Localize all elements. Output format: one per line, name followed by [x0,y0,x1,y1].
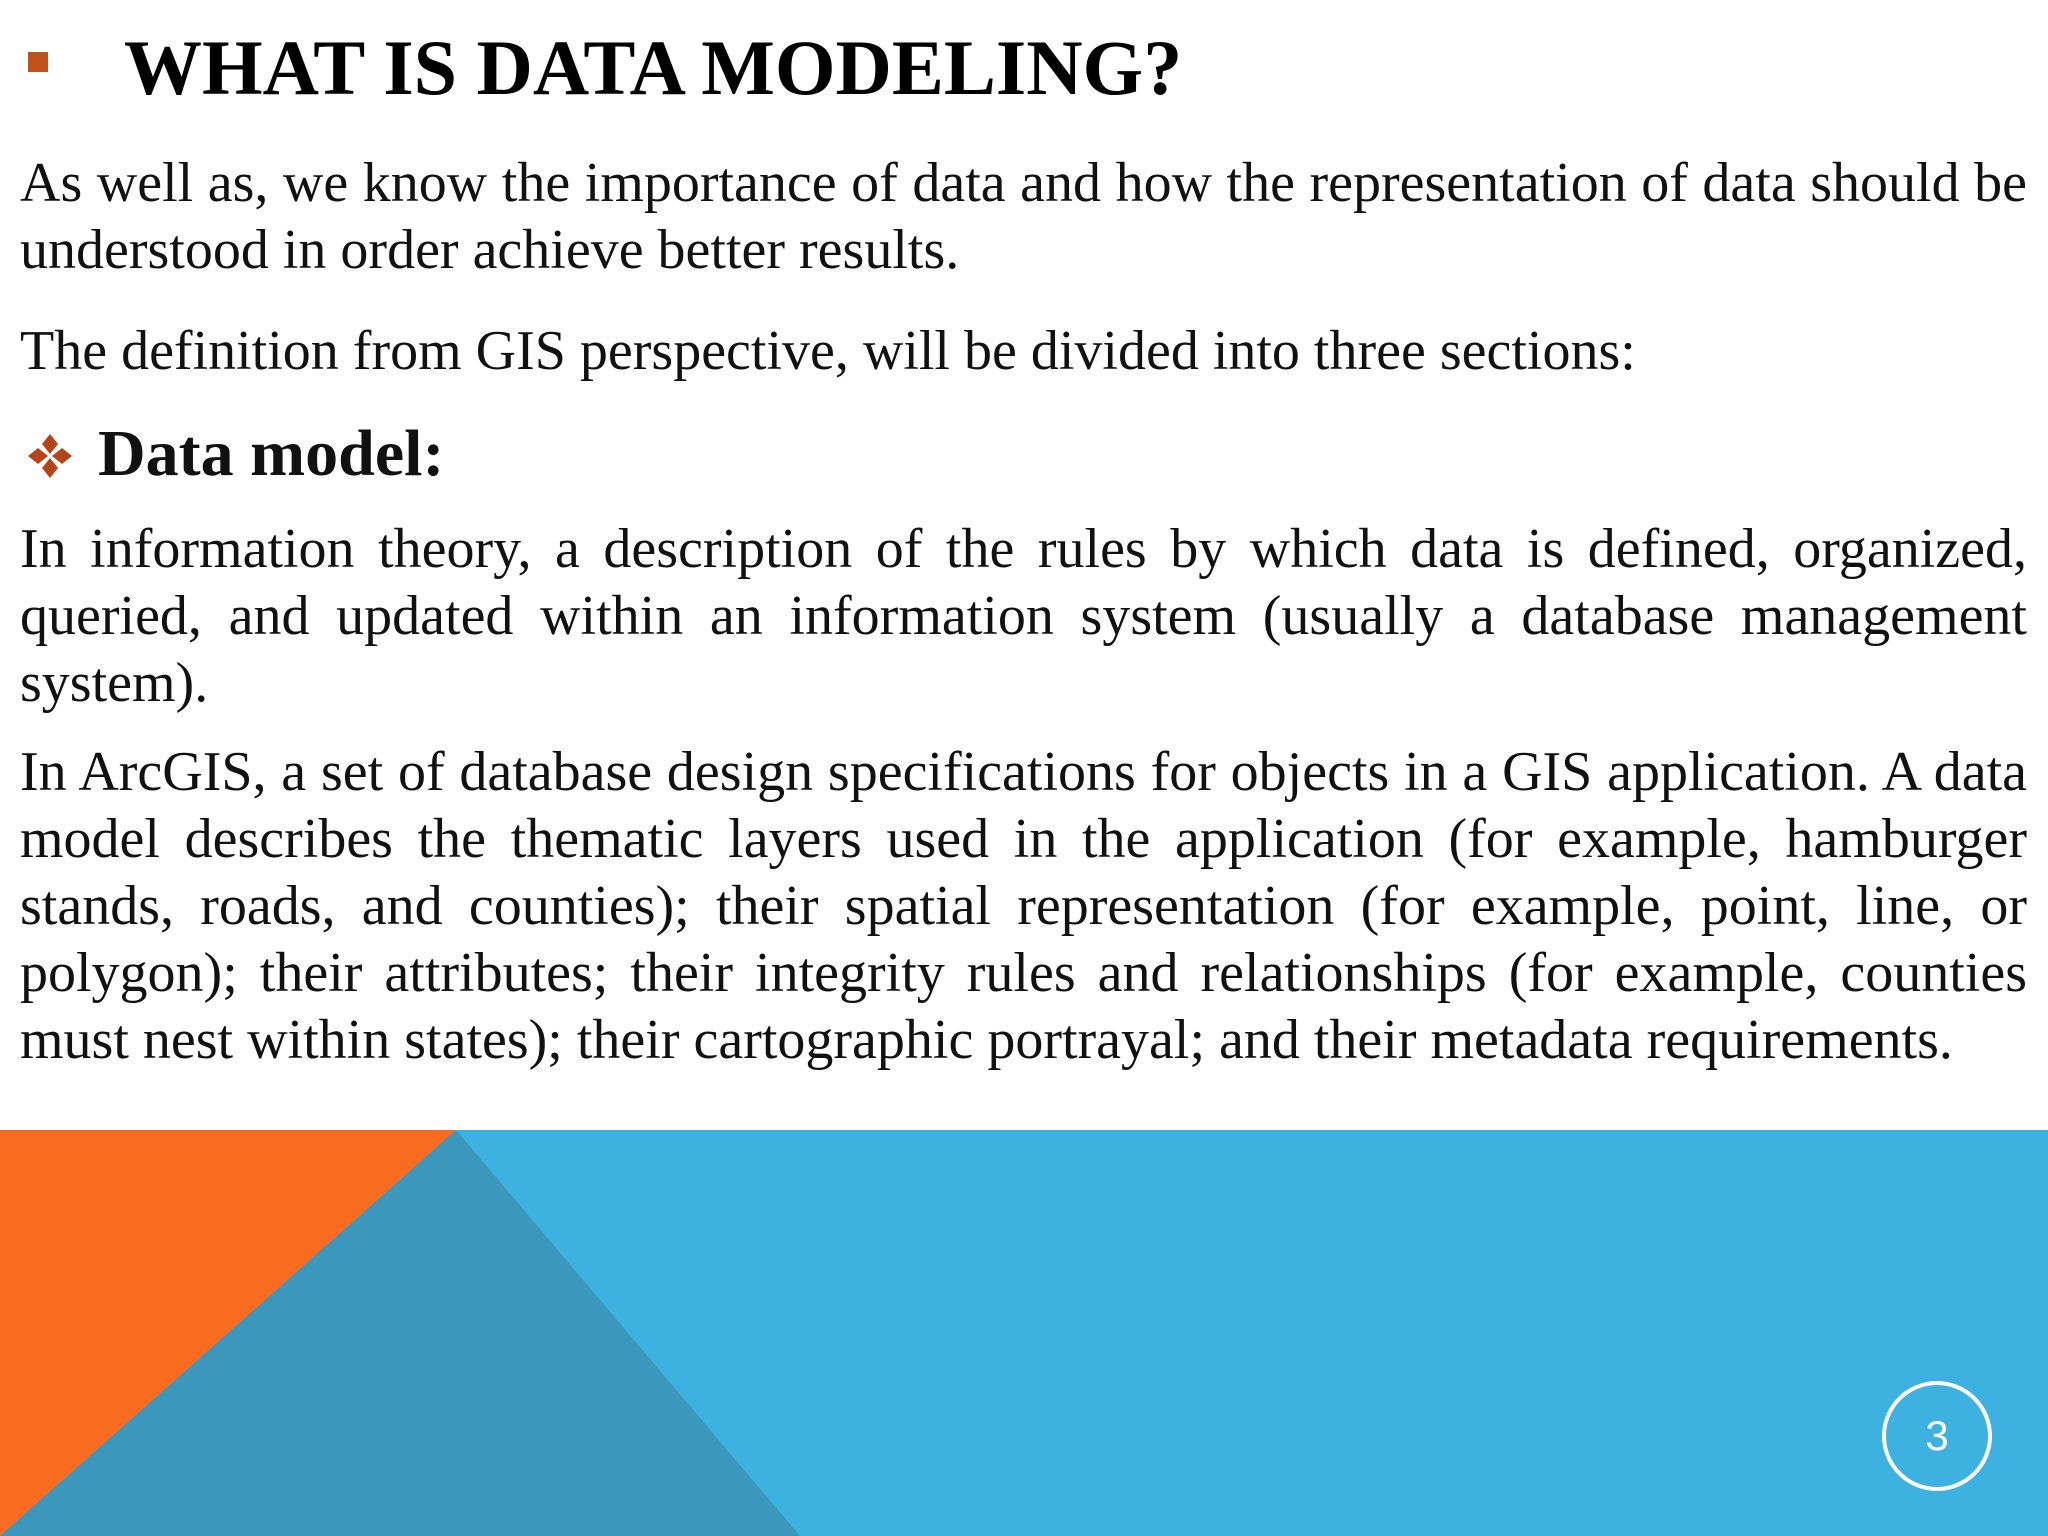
four-diamond-bullet-icon [26,432,74,480]
sections-paragraph: The definition from GIS perspective, will be divided into three sections: [20,320,1636,382]
arcgis-paragraph: In ArcGIS, a set of database design specifications for objects in a GIS application. A data model describes the thematic layers used in the application (for example, hamburger stands, roads, and counties); their spatial representation (for example, point, line, or polygon); their attributes; their integrity rules and relationships (for example, counties must nest within states); their cartographic portrayal; and their metadata requirements. [20,741,2027,1071]
subheading-data-model: Data model: [98,417,445,490]
page-number: 3 [1925,1412,1949,1459]
intro-paragraph: As well as, we know the importance of data and how the representation of data should be understood in order achieve better results. [20,152,2027,281]
footer-decoration [0,1130,2048,1536]
page-number-badge [1882,1381,1992,1491]
square-bullet-icon [28,52,48,72]
title-row [0,18,2048,118]
subheading-row [0,412,2048,496]
information-theory-paragraph: In information theory, a description of the rules by which data is defined, organized, queried, and updated within an information system (usually a database management system). [20,518,2027,714]
slide-title: WHAT IS DATA MODELING? [124,24,1183,111]
